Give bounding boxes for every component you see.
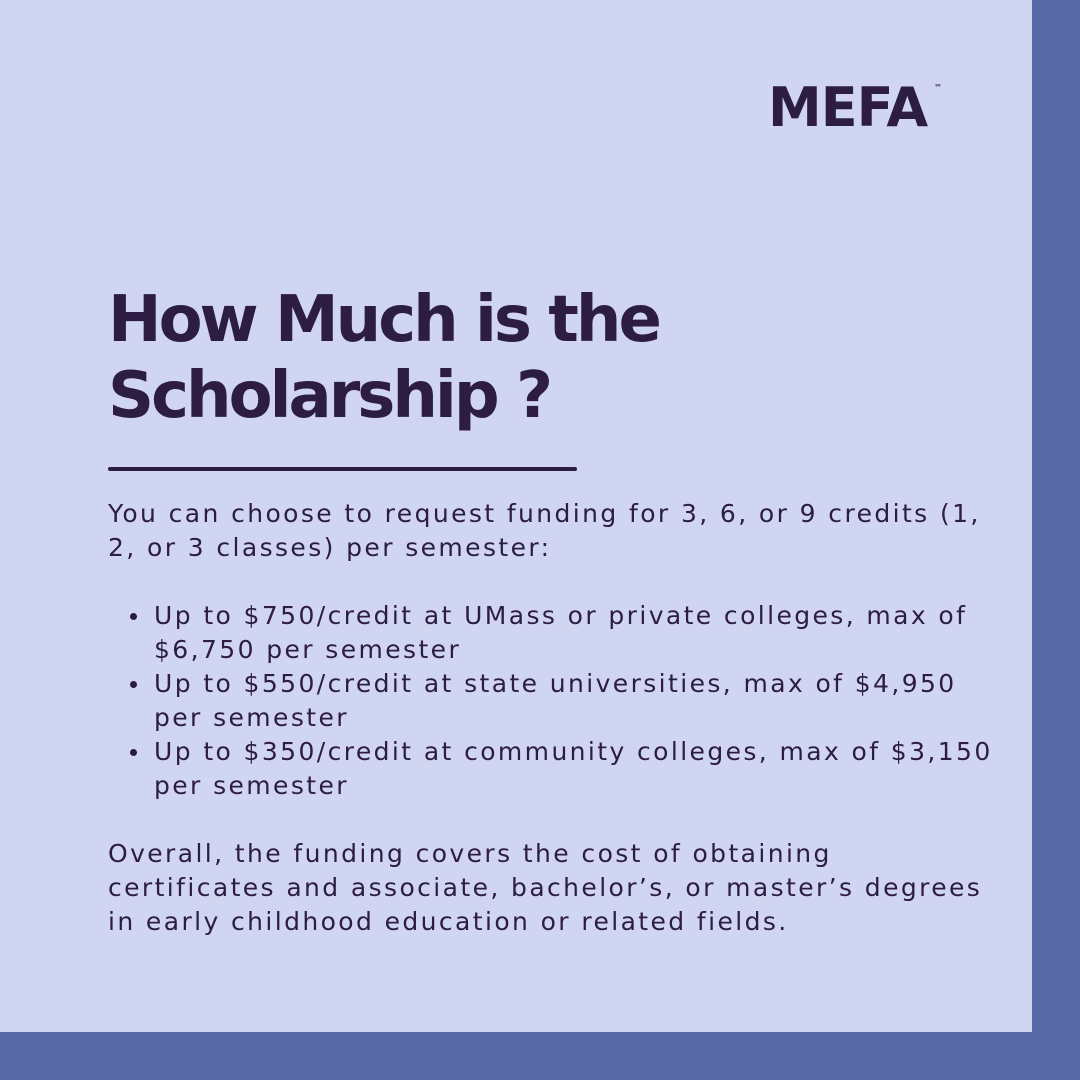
logo-wordmark: MEFA [768, 76, 928, 139]
page-title: How Much is the Scholarship ? [108, 283, 659, 433]
intro-paragraph: You can choose to request funding for 3, 6, or 9 credits (1, 2, or 3 classes) per semester: [108, 499, 981, 562]
bullet-icon [130, 749, 137, 756]
list-item-text: Up to $750/credit at UMass or private colleges, max of $6,750 per semester [154, 601, 968, 664]
list-item [130, 735, 1010, 803]
bullet-icon [130, 613, 137, 620]
funding-list [130, 599, 1010, 803]
bullet-icon [130, 681, 137, 688]
list-item-text: Up to $550/credit at state universities, max of $4,950 per semester [154, 669, 957, 732]
list-item [130, 667, 1010, 735]
list-item [130, 599, 1010, 667]
trademark-symbol: ™ [934, 83, 942, 92]
mefa-logo [768, 76, 950, 139]
closing-paragraph: Overall, the funding covers the cost of obtaining certificates and associate, bachelor’s, or master’s degrees in early childhood education or related fields. [108, 839, 983, 936]
title-underline [108, 467, 577, 471]
list-item-text: Up to $350/credit at community colleges, max of $3,150 per semester [154, 737, 993, 800]
